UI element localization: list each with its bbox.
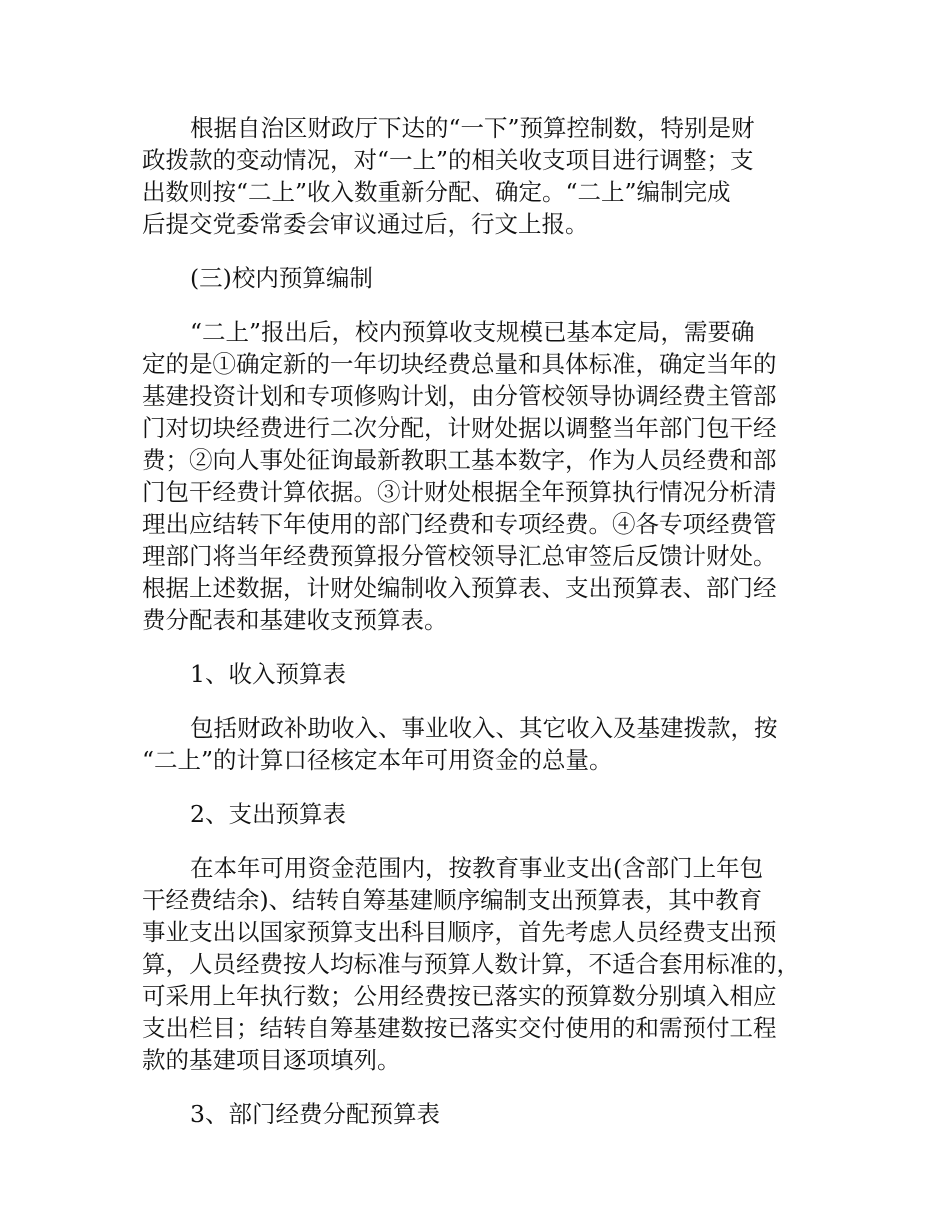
text-line: 理部门将当年经费预算报分管校领导汇总审签后反馈计财处。 (142, 542, 777, 570)
text-line: 干经费结余)、结转自筹基建顺序编制支出预算表，其中教育 (142, 886, 763, 914)
section-heading-department-budget: 3、部门经费分配预算表 (190, 1100, 440, 1128)
text-line: 后提交党委常委会审议通过后，行文上报。 (142, 210, 589, 238)
section-heading-expenditure-budget: 2、支出预算表 (190, 800, 346, 828)
text-line: 定的是①确定新的一年切块经费总量和具体标准，确定当年的 (142, 350, 777, 378)
text-line: 根据自治区财政厅下达的“一下”预算控制数，特别是财 (190, 114, 755, 142)
text-line: “二上”的计算口径核定本年可用资金的总量。 (142, 746, 613, 774)
text-line: 门对切块经费进行二次分配，计财处据以调整当年部门包干经 (142, 414, 777, 442)
paragraph-income-budget (142, 712, 814, 776)
text-line: 支出栏目；结转自筹基建数按已落实交付使用的和需预付工程 (142, 1014, 777, 1042)
paragraph-budget-adjustment (142, 112, 814, 240)
text-line: 款的基建项目逐项填列。 (142, 1046, 401, 1074)
text-line: 算，人员经费按人均标准与预算人数计算，不适合套用标准的， (142, 950, 800, 978)
text-line: 门包干经费计算依据。③计财处根据全年预算执行情况分析清 (142, 478, 777, 506)
text-line: 基建投资计划和专项修购计划，由分管校领导协调经费主管部 (142, 382, 777, 410)
text-line: 包括财政补助收入、事业收入、其它收入及基建拨款，按 (190, 714, 778, 742)
text-line: 政拨款的变动情况，对“一上”的相关收支项目进行调整；支 (142, 146, 754, 174)
section-heading-internal-budget: (三)校内预算编制 (190, 264, 373, 292)
paragraph-internal-budget (142, 316, 814, 636)
paragraph-expenditure-budget (142, 852, 814, 1076)
text-line: “二上”报出后，校内预算收支规模已基本定局，需要确 (190, 318, 755, 346)
text-line: 费；②向人事处征询最新教职工基本数字，作为人员经费和部 (142, 446, 777, 474)
text-line: 理出应结转下年使用的部门经费和专项经费。④各专项经费管 (142, 510, 777, 538)
text-line: 费分配表和基建收支预算表。 (142, 606, 448, 634)
text-line: 出数则按“二上”收入数重新分配、确定。“二上”编制完成 (142, 178, 731, 206)
document-page (142, 112, 814, 1152)
section-heading-income-budget: 1、收入预算表 (190, 660, 346, 688)
text-line: 在本年可用资金范围内，按教育事业支出(含部门上年包 (190, 854, 764, 882)
text-line: 根据上述数据，计财处编制收入预算表、支出预算表、部门经 (142, 574, 777, 602)
text-line: 事业支出以国家预算支出科目顺序，首先考虑人员经费支出预 (142, 918, 777, 946)
text-line: 可采用上年执行数；公用经费按已落实的预算数分别填入相应 (142, 982, 777, 1010)
